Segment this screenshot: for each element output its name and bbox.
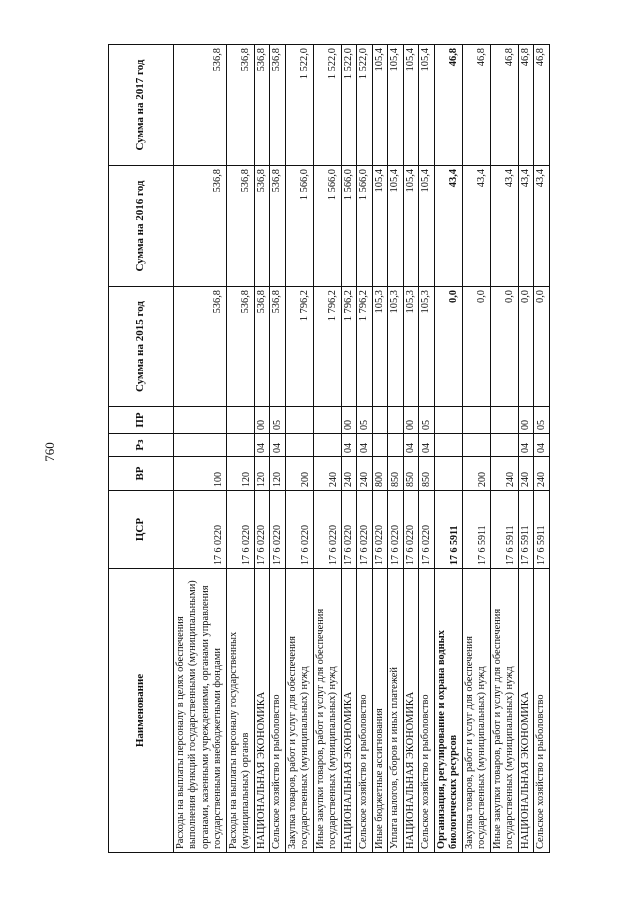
cell-2015: 536,8: [270, 287, 285, 407]
cell-vr: 240: [518, 457, 533, 491]
cell-csr: 17 6 5911: [534, 491, 549, 569]
cell-pr: [372, 407, 387, 434]
cell-vr: 800: [372, 457, 387, 491]
cell-rz: [285, 434, 313, 457]
header-2017: Сумма на 2017 год: [109, 45, 174, 166]
cell-pr: [285, 407, 313, 434]
cell-2015: 1 796,2: [313, 287, 341, 407]
budget-table-rotated: [108, 45, 547, 853]
cell-name: Уплата налогов, сборов и иных платежей: [388, 569, 403, 853]
cell-pr: 00: [518, 407, 533, 434]
cell-pr: [226, 407, 254, 434]
table-body: [174, 45, 550, 853]
header-vr: ВР: [109, 457, 174, 491]
cell-csr: 17 6 0220: [174, 491, 227, 569]
cell-name: Иные закупки товаров, работ и услуг для обеспечения государственных (муниципальных) нужд: [490, 569, 518, 853]
cell-pr: [174, 407, 227, 434]
cell-name: Расходы на выплаты персоналу государственных (муниципальных) органов: [226, 569, 254, 853]
table-row: [341, 45, 356, 853]
cell-rz: 04: [518, 434, 533, 457]
cell-csr: 17 6 0220: [313, 491, 341, 569]
cell-vr: [434, 457, 462, 491]
cell-pr: [388, 407, 403, 434]
cell-rz: [226, 434, 254, 457]
cell-2017: 105,4: [388, 45, 403, 166]
cell-2016: 1 566,0: [357, 166, 372, 287]
cell-vr: 240: [490, 457, 518, 491]
cell-2016: 536,8: [226, 166, 254, 287]
header-2015: Сумма на 2015 год: [109, 287, 174, 407]
cell-2017: 1 522,0: [285, 45, 313, 166]
cell-name: НАЦИОНАЛЬНАЯ ЭКОНОМИКА: [403, 569, 418, 853]
cell-name: НАЦИОНАЛЬНАЯ ЭКОНОМИКА: [518, 569, 533, 853]
table-row: [403, 45, 418, 853]
table-row: [285, 45, 313, 853]
cell-rz: [388, 434, 403, 457]
cell-pr: 00: [254, 407, 269, 434]
cell-pr: 05: [419, 407, 434, 434]
cell-rz: [462, 434, 490, 457]
cell-2016: 43,4: [490, 166, 518, 287]
table-header-row: [109, 45, 174, 853]
cell-pr: 05: [270, 407, 285, 434]
header-name: Наименование: [109, 569, 174, 853]
cell-2015: 105,3: [388, 287, 403, 407]
table-row: [534, 45, 549, 853]
cell-2015: 536,8: [254, 287, 269, 407]
cell-vr: 120: [254, 457, 269, 491]
cell-name: Закупка товаров, работ и услуг для обеспечения государственных (муниципальных) нужд: [462, 569, 490, 853]
cell-2016: 105,4: [419, 166, 434, 287]
cell-csr: 17 6 0220: [357, 491, 372, 569]
cell-2016: 43,4: [462, 166, 490, 287]
header-csr: ЦСР: [109, 491, 174, 569]
budget-table: [108, 44, 550, 853]
cell-2016: 105,4: [403, 166, 418, 287]
header-pr: ПР: [109, 407, 174, 434]
cell-2016: 43,4: [434, 166, 462, 287]
cell-rz: 04: [534, 434, 549, 457]
cell-name: НАЦИОНАЛЬНАЯ ЭКОНОМИКА: [254, 569, 269, 853]
cell-2016: 1 566,0: [341, 166, 356, 287]
cell-pr: [434, 407, 462, 434]
cell-rz: 04: [403, 434, 418, 457]
cell-csr: 17 6 0220: [254, 491, 269, 569]
cell-csr: 17 6 5911: [490, 491, 518, 569]
table-row: [174, 45, 227, 853]
cell-2017: 105,4: [403, 45, 418, 166]
cell-rz: 04: [270, 434, 285, 457]
cell-pr: 05: [357, 407, 372, 434]
table-row: [313, 45, 341, 853]
cell-csr: 17 6 0220: [372, 491, 387, 569]
cell-2016: 536,8: [174, 166, 227, 287]
page-number: 760: [42, 442, 57, 462]
cell-name: НАЦИОНАЛЬНАЯ ЭКОНОМИКА: [341, 569, 356, 853]
cell-vr: 200: [285, 457, 313, 491]
cell-2015: 0,0: [534, 287, 549, 407]
cell-2017: 105,4: [419, 45, 434, 166]
cell-name: Закупка товаров, работ и услуг для обеспечения государственных (муниципальных) нужд: [285, 569, 313, 853]
cell-name: Иные закупки товаров, работ и услуг для обеспечения государственных (муниципальных) нужд: [313, 569, 341, 853]
cell-2015: 0,0: [434, 287, 462, 407]
cell-2015: 105,3: [419, 287, 434, 407]
table-row: [518, 45, 533, 853]
cell-pr: [313, 407, 341, 434]
cell-rz: [434, 434, 462, 457]
cell-2017: 46,8: [434, 45, 462, 166]
cell-vr: 120: [226, 457, 254, 491]
cell-pr: 00: [403, 407, 418, 434]
table-row: [388, 45, 403, 853]
cell-vr: 100: [174, 457, 227, 491]
cell-name: Сельское хозяйство и рыболовство: [419, 569, 434, 853]
cell-2017: 46,8: [490, 45, 518, 166]
cell-2017: 46,8: [534, 45, 549, 166]
cell-2015: 105,3: [403, 287, 418, 407]
cell-2016: 105,4: [372, 166, 387, 287]
cell-2017: 1 522,0: [357, 45, 372, 166]
cell-2015: 105,3: [372, 287, 387, 407]
cell-2016: 536,8: [270, 166, 285, 287]
cell-2015: 536,8: [226, 287, 254, 407]
cell-name: Иные бюджетные ассигнования: [372, 569, 387, 853]
cell-csr: 17 6 0220: [341, 491, 356, 569]
cell-pr: 05: [534, 407, 549, 434]
cell-name: Расходы на выплаты персоналу в целях обеспечения выполнения функций государственными (муниципальными) органами, казенными учреждениями, органами управления государственными внебюджетными фондами: [174, 569, 227, 853]
cell-pr: [490, 407, 518, 434]
table-row: [434, 45, 462, 853]
header-2016: Сумма на 2016 год: [109, 166, 174, 287]
cell-vr: 240: [357, 457, 372, 491]
table-row: [254, 45, 269, 853]
table-row: [462, 45, 490, 853]
cell-2017: 105,4: [372, 45, 387, 166]
cell-2016: 43,4: [534, 166, 549, 287]
cell-csr: 17 6 5911: [518, 491, 533, 569]
cell-2017: 46,8: [518, 45, 533, 166]
table-row: [490, 45, 518, 853]
cell-pr: [462, 407, 490, 434]
cell-2017: 46,8: [462, 45, 490, 166]
cell-vr: 240: [313, 457, 341, 491]
cell-rz: 04: [419, 434, 434, 457]
cell-2017: 536,8: [174, 45, 227, 166]
cell-csr: 17 6 0220: [403, 491, 418, 569]
cell-2017: 1 522,0: [313, 45, 341, 166]
cell-2017: 1 522,0: [341, 45, 356, 166]
cell-2015: 0,0: [518, 287, 533, 407]
cell-name: Сельское хозяйство и рыболовство: [270, 569, 285, 853]
cell-2016: 1 566,0: [285, 166, 313, 287]
cell-csr: 17 6 5911: [462, 491, 490, 569]
cell-csr: 17 6 0220: [388, 491, 403, 569]
table-row: [226, 45, 254, 853]
cell-2015: 1 796,2: [285, 287, 313, 407]
cell-csr: 17 6 0220: [419, 491, 434, 569]
cell-rz: 04: [357, 434, 372, 457]
cell-rz: [372, 434, 387, 457]
cell-2015: 0,0: [462, 287, 490, 407]
table-row: [372, 45, 387, 853]
cell-rz: 04: [341, 434, 356, 457]
cell-2015: 0,0: [490, 287, 518, 407]
table-row: [270, 45, 285, 853]
cell-vr: 200: [462, 457, 490, 491]
cell-name: Сельское хозяйство и рыболовство: [357, 569, 372, 853]
cell-2015: 1 796,2: [357, 287, 372, 407]
cell-2017: 536,8: [254, 45, 269, 166]
cell-vr: 850: [403, 457, 418, 491]
cell-vr: 850: [419, 457, 434, 491]
cell-2016: 1 566,0: [313, 166, 341, 287]
cell-rz: [313, 434, 341, 457]
cell-pr: 00: [341, 407, 356, 434]
cell-vr: 850: [388, 457, 403, 491]
cell-2015: 1 796,2: [341, 287, 356, 407]
cell-2017: 536,8: [270, 45, 285, 166]
cell-rz: 04: [254, 434, 269, 457]
cell-vr: 240: [534, 457, 549, 491]
cell-csr: 17 6 0220: [285, 491, 313, 569]
cell-2016: 43,4: [518, 166, 533, 287]
table-row: [357, 45, 372, 853]
cell-csr: 17 6 5911: [434, 491, 462, 569]
cell-rz: [490, 434, 518, 457]
cell-csr: 17 6 0220: [270, 491, 285, 569]
header-rz: Рз: [109, 434, 174, 457]
cell-2016: 105,4: [388, 166, 403, 287]
cell-2015: 536,8: [174, 287, 227, 407]
cell-name: Организация, регулирование и охрана водных биологических ресурсов: [434, 569, 462, 853]
table-row: [419, 45, 434, 853]
cell-2017: 536,8: [226, 45, 254, 166]
cell-vr: 120: [270, 457, 285, 491]
cell-csr: 17 6 0220: [226, 491, 254, 569]
cell-2016: 536,8: [254, 166, 269, 287]
cell-vr: 240: [341, 457, 356, 491]
cell-name: Сельское хозяйство и рыболовство: [534, 569, 549, 853]
cell-rz: [174, 434, 227, 457]
